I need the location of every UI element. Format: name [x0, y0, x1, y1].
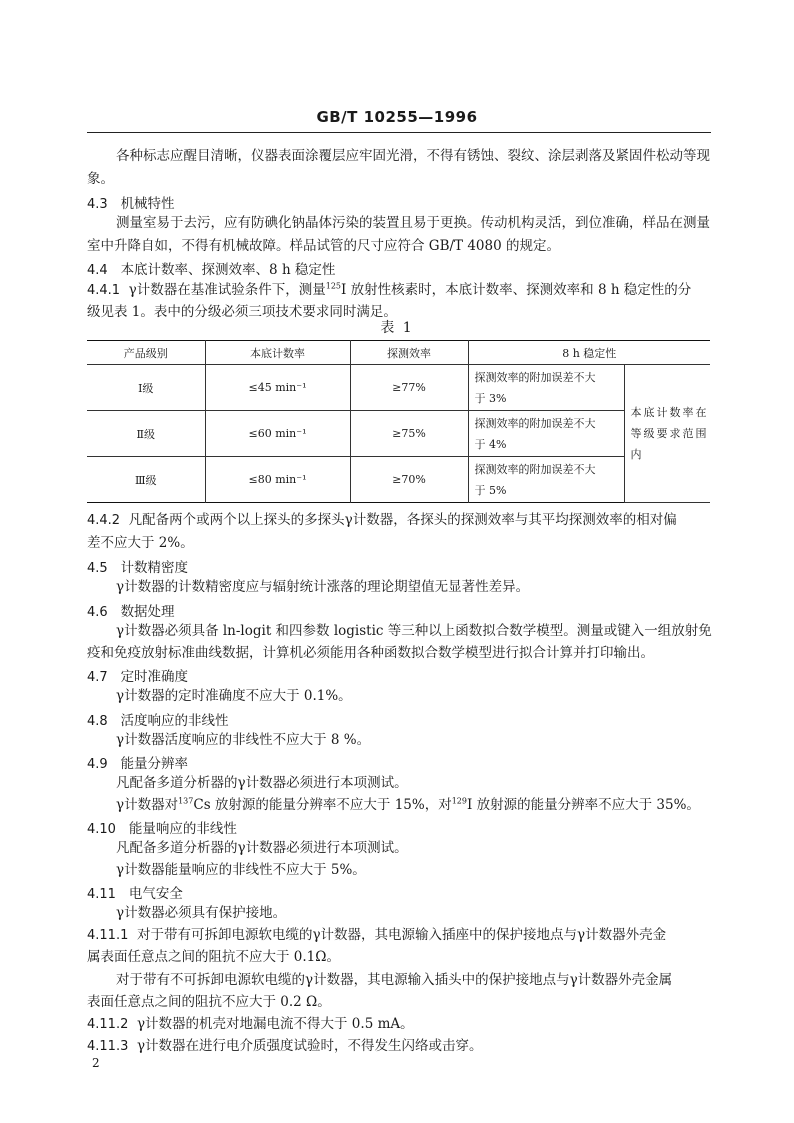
isotope-superscript: 129 [451, 796, 467, 806]
paragraph-line [116, 795, 700, 815]
section-title: 本底计数率、探测效率、8 h 稳定性 [120, 262, 336, 278]
paragraph-line: 级见表 1。表中的分级必须三项技术要求同时满足。 [87, 304, 397, 320]
page-number: 2 [92, 1056, 100, 1070]
section-number: 4.4.2 [87, 513, 121, 528]
text-span: γ计数器在基准试验条件下，测量 [128, 282, 326, 298]
paragraph-line: 属表面任意点之间的阻抗不应大于 0.1Ω。 [87, 949, 340, 965]
paragraph-line [87, 1036, 483, 1057]
paragraph-line: γ计数器的定时准确度不应大于 0.1%。 [116, 688, 352, 704]
cell-line: 探测效率的附加误差不大 [474, 416, 596, 430]
paragraph-line: γ计数器活度响应的非线性不应大于 8 %。 [116, 732, 371, 748]
cell-line: 探测效率的附加误差不大 [474, 462, 596, 476]
text-span: I 放射性核素时，本底计数率、探测效率和 8 h 稳定性的分 [341, 282, 692, 298]
section-number: 4.4.1 [87, 283, 121, 298]
cell-line: 探测效率的附加误差不大 [474, 370, 596, 384]
efficiency-cell: ≥70% [350, 457, 468, 503]
section-title: 能量分辨率 [120, 756, 189, 772]
header-rule [87, 132, 711, 133]
paragraph-line: 凡配备多道分析器的γ计数器必须进行本项测试。 [116, 775, 408, 791]
stability-note-cell [624, 365, 710, 503]
cell-line: 等级要求范围 [630, 427, 709, 440]
stability-cell [468, 457, 624, 503]
section-title: 数据处理 [120, 604, 175, 620]
cell-line: 于 4% [474, 437, 507, 451]
section-number: 4.10 [87, 822, 116, 837]
paragraph-line: γ计数器必须具备 ln-logit 和四参数 logistic 等三种以上函数拟合数学模型。测量或键入一组放射免 [116, 623, 712, 639]
section-title: 活度响应的非线性 [120, 713, 229, 729]
section-heading-4-11 [87, 882, 183, 902]
section-number: 4.7 [87, 670, 108, 685]
paragraph-line [87, 510, 677, 531]
grade-cell: Ⅰ级 [87, 365, 205, 411]
section-heading-4-7 [87, 665, 188, 685]
table-row [87, 411, 710, 457]
table-row [87, 365, 710, 411]
column-header: 本底计数率 [205, 341, 350, 365]
cell-line: 于 5% [474, 483, 507, 497]
section-title: 计数精密度 [120, 560, 189, 576]
paragraph-line [87, 280, 691, 301]
efficiency-cell: ≥75% [350, 411, 468, 457]
section-number: 4.4 [87, 263, 108, 278]
section-heading-4-3 [87, 192, 175, 212]
paragraph-line [87, 925, 666, 946]
section-heading-4-10 [87, 817, 237, 837]
background-cell: ≤80 min⁻¹ [205, 457, 350, 503]
paragraph-line: γ计数器的计数精密度应与辐射统计涨落的理论期望值无显著性差异。 [116, 579, 530, 595]
section-number: 4.5 [87, 561, 108, 576]
grade-cell: Ⅱ级 [87, 411, 205, 457]
section-heading-4-5 [87, 556, 188, 576]
section-heading-4-4 [87, 258, 335, 278]
column-header: 产品级别 [87, 341, 205, 365]
text-span: Cs 放射源的能量分辨率不应大于 15%，对 [193, 797, 452, 813]
paragraph-line: 象。 [87, 171, 114, 187]
paragraph-line: γ计数器必须具有保护接地。 [116, 905, 287, 921]
section-number: 4.11 [87, 887, 116, 902]
paragraph-line: 对于带有不可拆卸电源软电缆的γ计数器，其电源输入插头中的保护接地点与γ计数器外壳金属 [116, 972, 673, 988]
text-span: 凡配备两个或两个以上探头的多探头γ计数器，各探头的探测效率与其平均探测效率的相对偏 [128, 512, 677, 528]
section-number: 4.3 [87, 197, 108, 212]
stability-cell [468, 411, 624, 457]
section-number: 4.11.2 [87, 1017, 129, 1032]
paragraph-line: 凡配备多道分析器的γ计数器必须进行本项测试。 [116, 840, 408, 856]
cell-line: 内 [630, 448, 644, 461]
text-span: I 放射源的能量分辨率不应大于 35%。 [467, 797, 700, 813]
paragraph-line: 各种标志应醒目清晰，仪器表面涂覆层应牢固光滑，不得有锈蚀、裂纹、涂层剥落及紧固件松动等现 [116, 148, 710, 164]
text-span: 对于带有可拆卸电源软电缆的γ计数器，其电源输入插座中的保护接地点与γ计数器外壳金 [136, 927, 667, 943]
table-1 [87, 340, 710, 503]
section-number: 4.9 [87, 757, 108, 772]
paragraph-line: 测量室易于去污，应有防碘化钠晶体污染的装置且易于更换。传动机构灵活，到位准确，样品在测量 [116, 215, 710, 231]
text-span: γ计数器在进行电介质强度试验时，不得发生闪络或击穿。 [136, 1038, 483, 1054]
section-number: 4.6 [87, 605, 108, 620]
section-number: 4.8 [87, 714, 108, 729]
table-header-row [87, 341, 710, 365]
background-cell: ≤45 min⁻¹ [205, 365, 350, 411]
stability-cell [468, 365, 624, 411]
text-span: γ计数器的机壳对地漏电流不得大于 0.5 mA。 [136, 1016, 414, 1032]
section-title: 能量响应的非线性 [128, 821, 237, 837]
background-cell: ≤60 min⁻¹ [205, 411, 350, 457]
efficiency-cell: ≥77% [350, 365, 468, 411]
paragraph-line: 表面任意点之间的阻抗不应大于 0.2 Ω。 [87, 994, 331, 1010]
table-row [87, 457, 710, 503]
section-heading-4-8 [87, 709, 229, 729]
paragraph-line: 疫和免疫放射标准曲线数据，计算机必须能用各种函数拟合数学模型进行拟合计算并打印输出。 [87, 645, 654, 661]
isotope-superscript: 137 [178, 796, 194, 806]
section-number: 4.11.3 [87, 1039, 129, 1054]
section-heading-4-9 [87, 752, 188, 772]
section-title: 电气安全 [128, 886, 183, 902]
isotope-superscript: 125 [325, 281, 342, 291]
column-header: 8 h 稳定性 [468, 341, 710, 365]
grade-cell: Ⅲ级 [87, 457, 205, 503]
table-caption: 表 1 [380, 320, 414, 336]
standard-number-header: GB/T 10255—1996 [316, 108, 478, 126]
section-title: 机械特性 [120, 196, 175, 212]
text-span: γ计数器对 [116, 797, 179, 813]
cell-line: 于 3% [474, 391, 507, 405]
section-title: 定时准确度 [120, 669, 189, 685]
paragraph-line: 室中升降自如，不得有机械故障。样品试管的尺寸应符合 GB/T 4080 的规定。 [87, 238, 560, 254]
paragraph-line [87, 1014, 414, 1035]
section-number: 4.11.1 [87, 928, 129, 943]
column-header: 探测效率 [350, 341, 468, 365]
paragraph-line: 差不应大于 2%。 [87, 535, 194, 551]
section-heading-4-6 [87, 600, 175, 620]
paragraph-line: γ计数器能量响应的非线性不应大于 5%。 [116, 862, 366, 878]
cell-line: 本底计数率在 [630, 406, 709, 419]
